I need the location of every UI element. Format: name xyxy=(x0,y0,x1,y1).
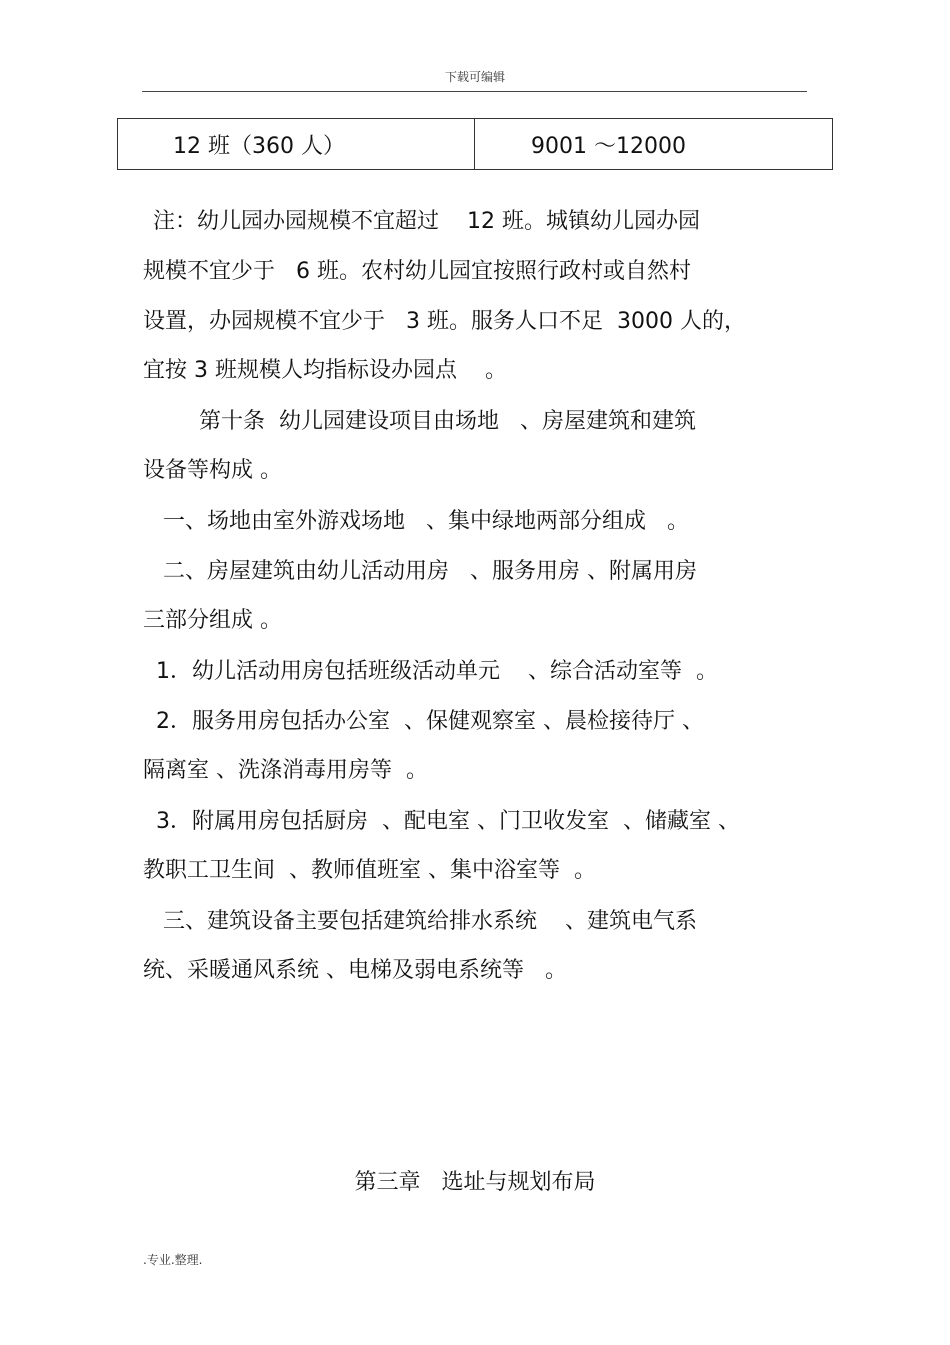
item-2-service-rooms-line-1: 2．服务用房包括办公室 、保健观察室 、晨检接待厅 、 xyxy=(156,709,704,734)
scale-table xyxy=(117,118,833,170)
item-buildings-line-1: 二、房屋建筑由幼儿活动用房 、服务用房 、附属用房 xyxy=(163,559,697,584)
item-3-auxiliary-rooms-line-2: 教职工卫生间 、教师值班室 、集中浴室等 。 xyxy=(143,858,596,883)
page-footer: .专业.整理. xyxy=(143,1253,203,1267)
note-line-3: 设置，办园规模不宜少于 3 班。服务人口不足 3000 人的， xyxy=(143,309,746,334)
item-1-activity-rooms: 1．幼儿活动用房包括班级活动单元 、综合活动室等 。 xyxy=(156,659,718,684)
table-row xyxy=(118,119,833,170)
table-cell-population: 9001 ～12000 xyxy=(475,119,833,170)
item-3-auxiliary-rooms-line-1: 3．附属用房包括厨房 、配电室 、门卫收发室 、储藏室 、 xyxy=(156,809,740,834)
item-equipment-line-1: 三、建筑设备主要包括建筑给排水系统 、建筑电气系 xyxy=(163,909,697,934)
item-buildings-line-2: 三部分组成 。 xyxy=(143,608,282,633)
article-10-line-1: 第十条 幼儿园建设项目由场地 、房屋建筑和建筑 xyxy=(199,409,696,434)
item-2-service-rooms-line-2: 隔离室 、洗涤消毒用房等 。 xyxy=(143,758,428,783)
item-equipment-line-2: 统、采暖通风系统 、电梯及弱电系统等 。 xyxy=(143,958,567,983)
item-site: 一、场地由室外游戏场地 、集中绿地两部分组成 。 xyxy=(163,509,689,534)
note-line-4: 宜按 3 班规模人均指标设办园点 。 xyxy=(143,358,507,383)
header-divider xyxy=(142,91,807,92)
note-line-2: 规模不宜少于 6 班。农村幼儿园宜按照行政村或自然村 xyxy=(143,259,691,284)
page-header: 下载可编辑 xyxy=(444,70,505,84)
chapter-title: 第三章 选址与规划布局 xyxy=(354,1170,596,1195)
note-line-1: 注：幼儿园办园规模不宜超过 12 班。城镇幼儿园办园 xyxy=(153,209,700,234)
article-10-line-2: 设备等构成 。 xyxy=(143,458,282,483)
table-cell-scale: 12 班（360 人） xyxy=(118,119,475,170)
